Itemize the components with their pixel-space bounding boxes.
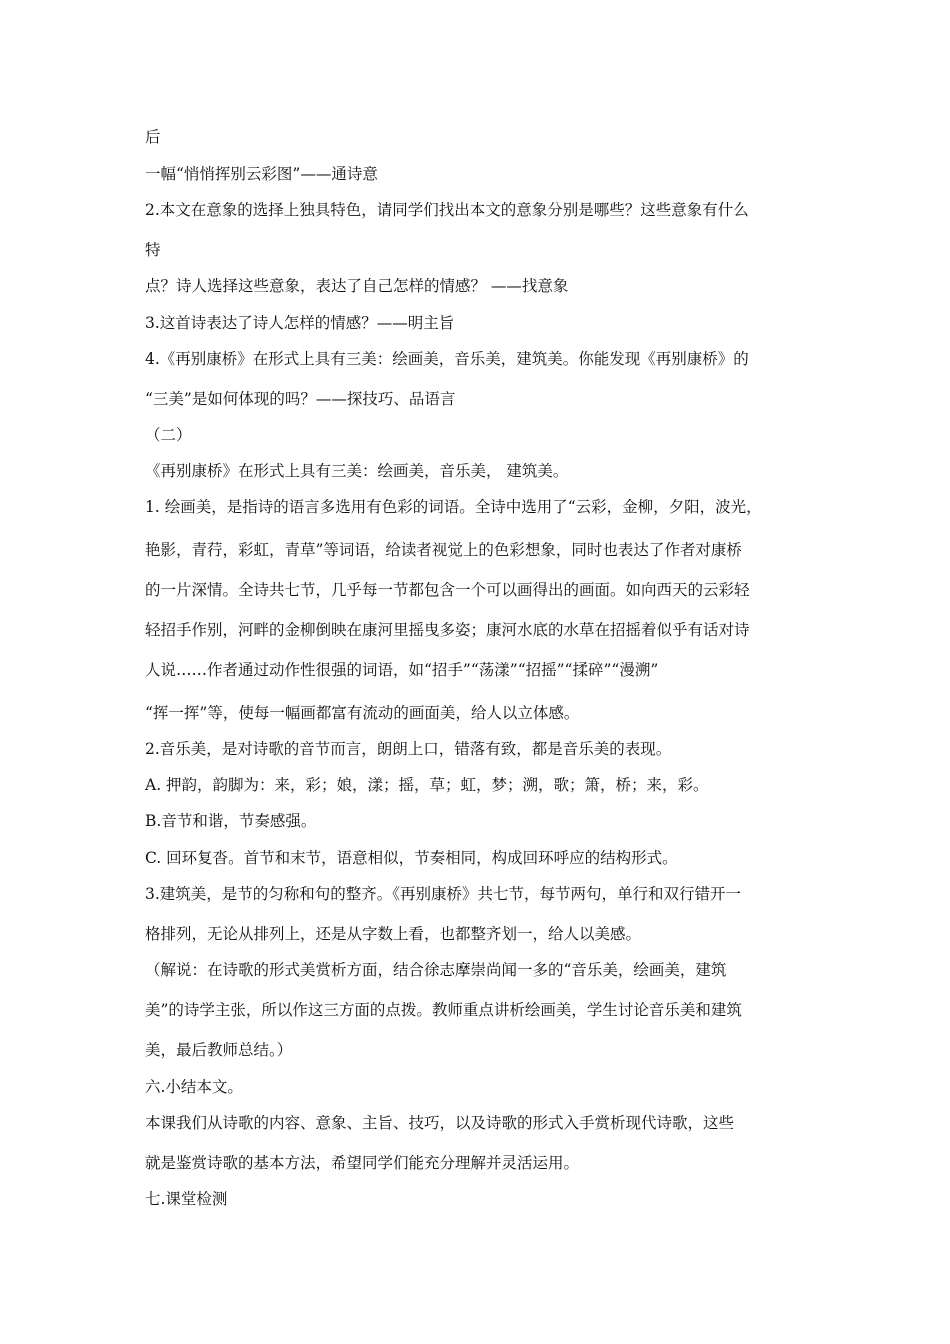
text-line: 美，最后教师总结。） — [145, 1041, 293, 1059]
text-line: 本课我们从诗歌的内容、意象、主旨、技巧，以及诗歌的形式入手赏析现代诗歌，这些 — [145, 1114, 735, 1132]
text-line: 点？诗人选择这些意象，表达了自己怎样的情感？ ——找意象 — [145, 277, 569, 295]
text-line: C. 回环复沓。首节和末节，语意相似，节奏相同，构成回环呼应的结构形式。 — [145, 849, 678, 867]
text-line: 后 — [145, 128, 161, 146]
text-line: （解说：在诗歌的形式美赏析方面，结合徐志摩崇尚闻一多的“音乐美，绘画美，建筑 — [145, 961, 727, 979]
text-line: 美”的诗学主张，所以作这三方面的点拨。教师重点讲析绘画美，学生讨论音乐美和建筑 — [145, 1001, 742, 1019]
text-line: 3.这首诗表达了诗人怎样的情感？——明主旨 — [145, 314, 455, 332]
text-line: A. 押韵，韵脚为：来，彩；娘，漾；摇，草；虹，梦；溯，歌；箫，桥；来，彩。 — [145, 776, 709, 794]
text-line: （二） — [145, 426, 192, 444]
text-line: “三美”是如何体现的吗？——探技巧、品语言 — [145, 390, 456, 408]
text-line: 的一片深情。全诗共七节，几乎每一节都包含一个可以画得出的画面。如向西天的云彩轻 — [145, 581, 750, 599]
text-line: 2.本文在意象的选择上独具特色，请同学们找出本文的意象分别是哪些？这些意象有什么 — [145, 201, 749, 219]
text-line: 《再别康桥》在形式上具有三美：绘画美，音乐美， 建筑美。 — [145, 462, 569, 480]
text-line: 特 — [145, 241, 161, 259]
section-heading: 六.小结本文。 — [145, 1078, 243, 1096]
text-line: 就是鉴赏诗歌的基本方法，希望同学们能充分理解并灵活运用。 — [145, 1154, 580, 1172]
text-line: 人说……作者通过动作性很强的词语，如“招手”“荡漾”“招摇”“揉碎”“漫溯” — [145, 661, 659, 679]
text-line: 轻招手作别，河畔的金柳倒映在康河里摇曳多姿；康河水底的水草在招摇着似乎有话对诗 — [145, 621, 750, 639]
text-line: 2.音乐美，是对诗歌的音节而言，朗朗上口，错落有致，都是音乐美的表现。 — [145, 740, 672, 758]
text-line: B.音节和谐，节奏感强。 — [145, 812, 317, 830]
text-line: 4.《再别康桥》在形式上具有三美：绘画美，音乐美，建筑美。你能发现《再别康桥》的 — [145, 350, 749, 368]
text-line: 格排列，无论从排列上，还是从字数上看，也都整齐划一，给人以美感。 — [145, 925, 642, 943]
section-heading: 七.课堂检测 — [145, 1190, 228, 1208]
text-line: 一幅“悄悄挥别云彩图”——通诗意 — [145, 165, 378, 183]
text-line: 3.建筑美，是节的匀称和句的整齐。《再别康桥》共七节，每节两句，单行和双行错开一 — [145, 885, 742, 903]
text-line: 1. 绘画美，是指诗的语言多选用有色彩的词语。全诗中选用了“云彩，金柳，夕阳，波光， — [145, 498, 762, 516]
text-line: “挥一挥”等，使每一幅画都富有流动的画面美，给人以立体感。 — [145, 704, 580, 722]
text-line: 艳影，青荇，彩虹，青草”等词语，给读者视觉上的色彩想象，同时也表达了作者对康桥 — [145, 541, 742, 559]
